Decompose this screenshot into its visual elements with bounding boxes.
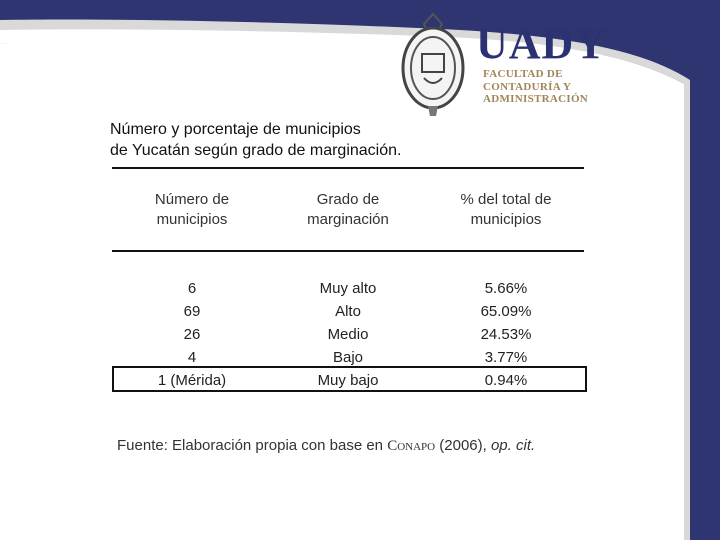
title-line: Número y porcentaje de municipios (110, 121, 361, 138)
header-line: municipios (156, 211, 228, 228)
faculty-line: CONTADURÍA Y (483, 80, 572, 93)
header-count (112, 190, 272, 230)
faculty-line: ADMINISTRACIÓN (483, 93, 589, 105)
table-header-rule (112, 250, 584, 252)
cell-count: 4 (187, 349, 197, 366)
header-percent (426, 190, 586, 230)
cell-percent: 65.09% (480, 303, 532, 320)
cell-percent: 3.77% (484, 349, 528, 366)
header-line: Número de (154, 191, 230, 208)
title-line: de Yucatán según grado de marginación. (110, 142, 402, 159)
faculty-name (483, 68, 603, 106)
cell-count: 1 (Mérida) (157, 372, 227, 389)
cell-percent: 24.53% (480, 326, 532, 343)
source-note (117, 437, 535, 455)
faculty-line: FACULTAD DE (483, 68, 563, 80)
header-line: Grado de (316, 191, 380, 208)
cell-degree: Bajo (332, 349, 364, 366)
table-top-rule (112, 167, 584, 169)
university-seal-icon (398, 10, 468, 120)
header-degree (268, 190, 428, 230)
cell-count: 26 (183, 326, 201, 343)
header-line: % del total de (460, 191, 552, 208)
source-year: (2006), (435, 437, 491, 454)
cell-count: 69 (183, 303, 201, 320)
cell-degree: Medio (327, 326, 369, 343)
cell-degree: Muy bajo (317, 372, 379, 389)
source-cite: op. cit. (490, 437, 536, 454)
cell-percent: 5.66% (484, 280, 528, 297)
cell-degree: Muy alto (319, 280, 377, 297)
source-prefix: Fuente: Elaboración propia con base en (117, 437, 388, 454)
slide-title (110, 119, 401, 161)
header-line: municipios (470, 211, 542, 228)
header-line: marginación (307, 211, 389, 228)
source-org: Conapo (387, 438, 436, 454)
cell-degree: Alto (335, 303, 361, 320)
brand-name: UADY (476, 19, 608, 68)
cell-percent: 0.94% (484, 372, 528, 389)
cell-count: 6 (187, 280, 197, 297)
